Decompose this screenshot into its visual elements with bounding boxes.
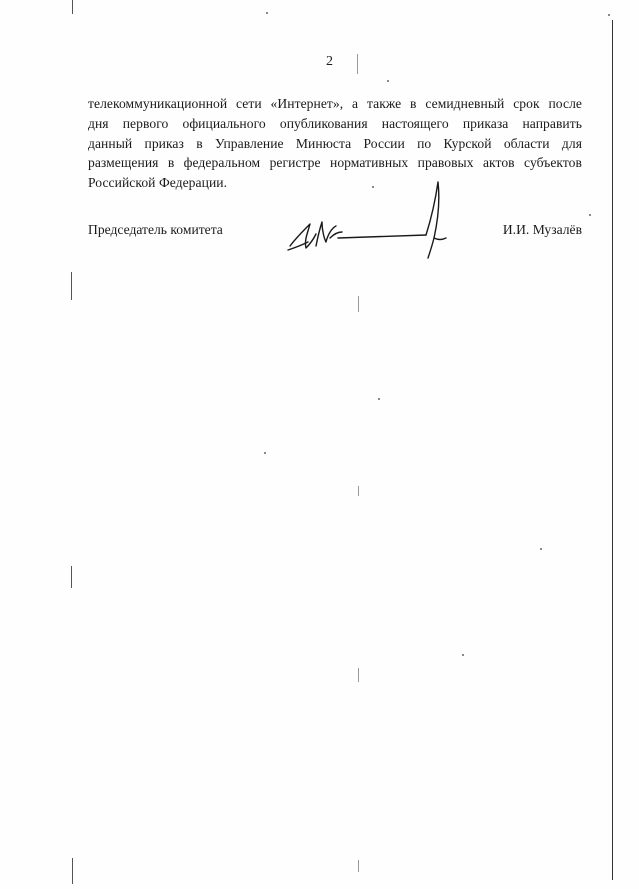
scan-dot-4 [378,398,380,400]
signer-title: Председатель комитета [88,222,223,237]
scan-mark-left-3 [72,858,73,884]
signer-name: И.И. Музалёв [502,222,582,237]
scan-mark-center-3 [358,486,359,496]
scan-dot-8 [266,12,268,14]
handwritten-signature [286,176,451,266]
scan-mark-center-2 [358,296,359,312]
paragraph-line: телекоммуникационной сети «Интернет», а также в семидневный срок после [88,96,582,111]
scan-dot-6 [540,548,542,550]
scan-dot-5 [264,452,266,454]
scan-mark-center-5 [358,860,359,872]
page-number: 2 [326,54,333,69]
scan-dot-9 [608,14,610,16]
paragraph-line: дня первого официального опубликования настоящего приказа направить [88,115,582,131]
scan-dot-1 [387,80,389,82]
scan-mark-left-1 [71,272,72,300]
paragraph-line: размещения в федеральном регистре нормативных правовых актов субъектов [88,155,582,171]
scan-mark-top-left [72,0,73,14]
scan-mark-center-1 [357,54,358,74]
scan-dot-3 [589,214,591,216]
scan-mark-left-2 [71,566,72,588]
paragraph-line: Российской Федерации. [88,175,228,191]
scan-margin-line-right [612,20,613,880]
signature-block [88,220,582,260]
scan-mark-center-4 [358,668,359,682]
scan-dot-7 [462,654,464,656]
paragraph-line: данный приказ в Управление Минюста России по Курской области для [88,135,582,151]
